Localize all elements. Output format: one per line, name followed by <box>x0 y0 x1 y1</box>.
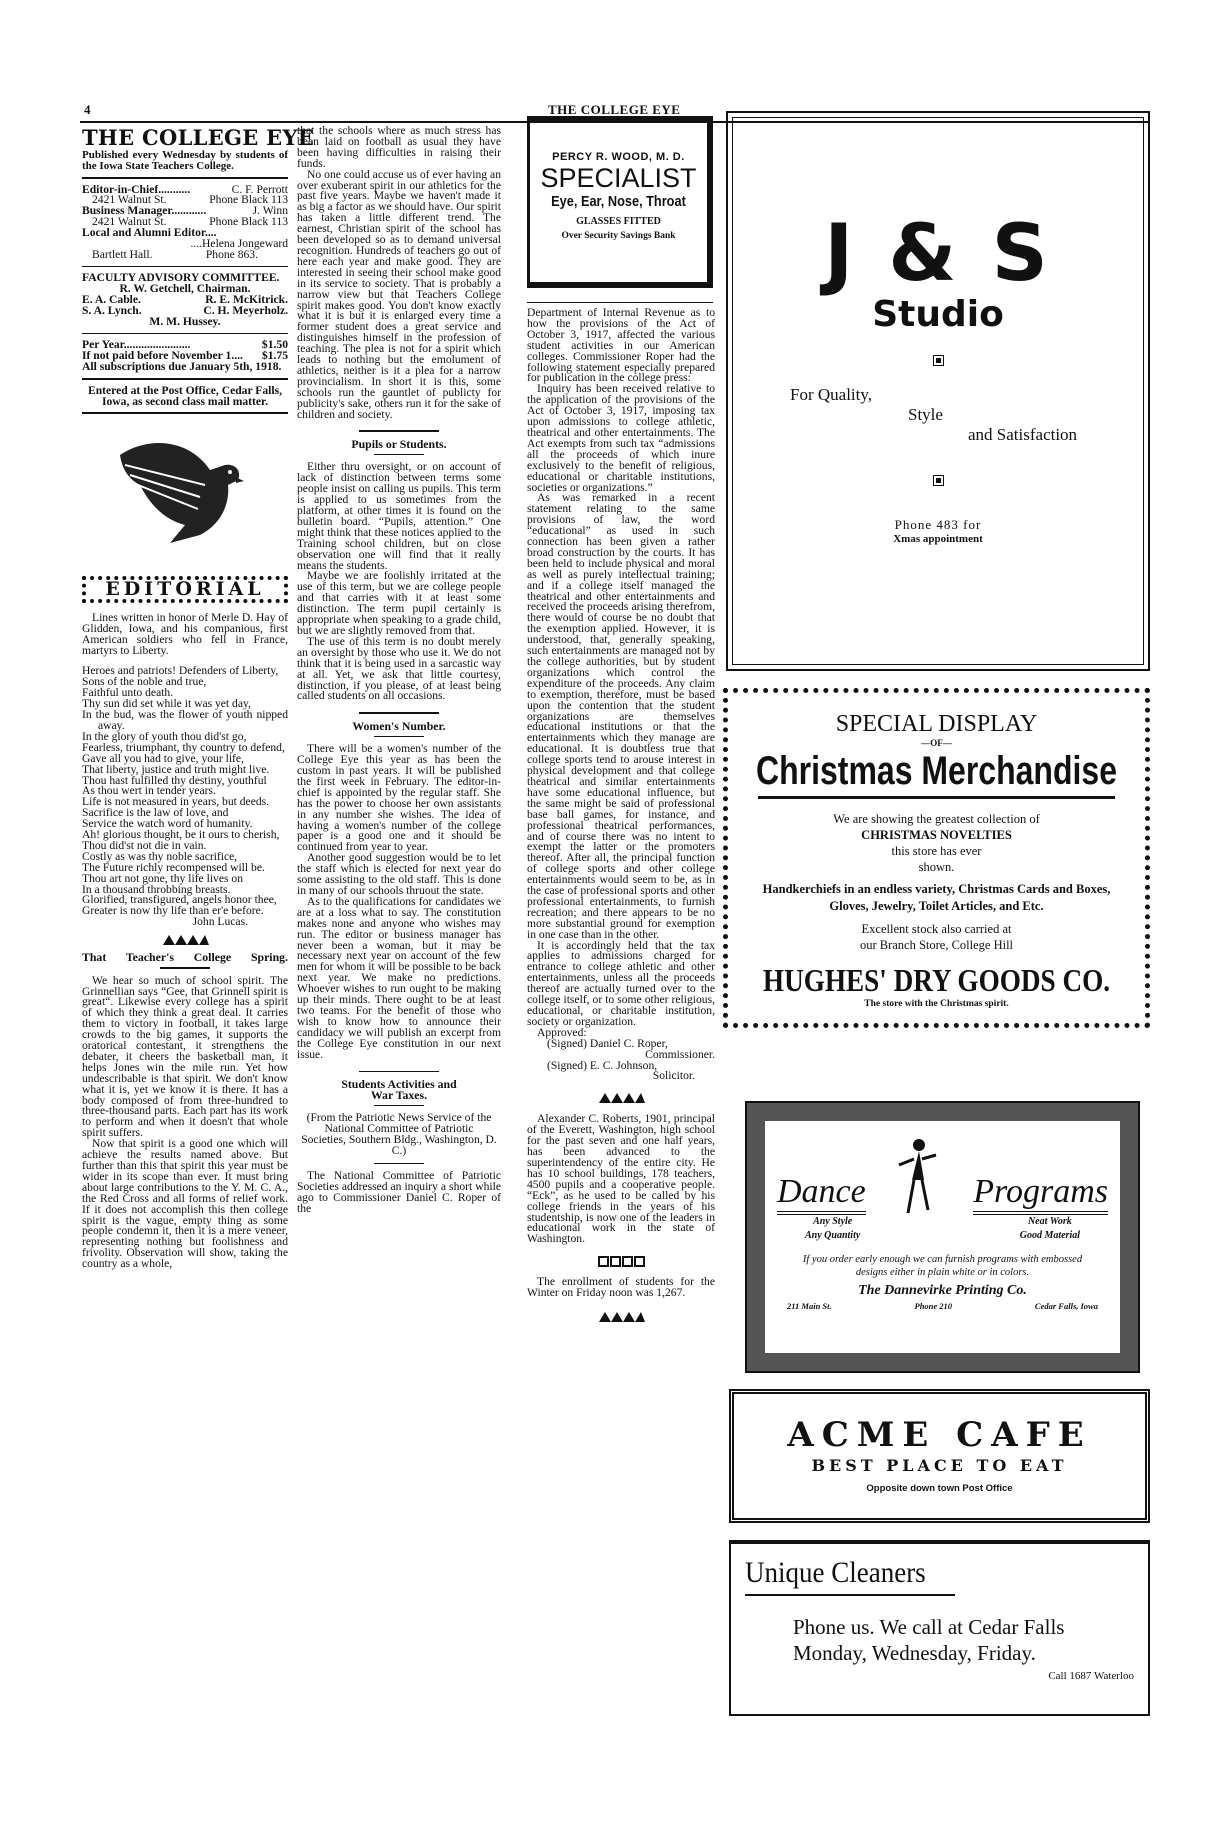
divider <box>359 430 439 432</box>
acme-tagline: BEST PLACE TO EAT <box>811 1456 1068 1475</box>
divider <box>359 712 439 714</box>
unique-ad <box>729 1540 1150 1716</box>
tree-ornament <box>527 1092 715 1104</box>
divider <box>82 378 288 380</box>
divider <box>82 333 288 335</box>
acme-name: ACME CAFE <box>787 1415 1092 1455</box>
dance-body: If you order early enough we can furnish programs with embossed designs either in plain white or in colors. <box>802 1254 1083 1278</box>
price-value: $1.50 <box>261 338 288 352</box>
committee-member: E. A. Cable. <box>82 293 141 307</box>
programs-word: Programs <box>973 1173 1108 1215</box>
tree-ornament <box>82 934 288 946</box>
dance-feature: Good Material <box>1019 1230 1080 1241</box>
paragraph: Department of Internal Revenue as to how the provisions of the Act of October 3, 1917, affected the various student activities in our American colleges. Commissioner Roper had the following statement especially prepared for publication in the college press: <box>527 306 715 385</box>
company-address: 211 Main St. <box>787 1301 832 1311</box>
studio-line: For Quality, <box>790 385 873 404</box>
wood-ad <box>527 116 713 288</box>
studio-phone: Phone 483 for <box>894 517 982 532</box>
dance-feature: Any Style <box>813 1216 853 1227</box>
divider <box>745 1594 955 1596</box>
column-1 <box>82 125 315 1271</box>
eagle-illustration <box>82 420 288 560</box>
poem-line: Gave all you had to give, your life, <box>82 751 244 765</box>
hughes-slogan: The store with the Christmas spirit. <box>864 999 1009 1009</box>
paragraph: The National Committee of Patriotic Societies addressed an inquiry a short while ago to Commissioner Daniel C. Roper of the <box>297 1169 501 1216</box>
war-taxes-heading-2: War Taxes. <box>370 1087 428 1102</box>
editorial-intro: Lines written in honor of Merle D. Hay of Glidden, Iowa, and his companious, first American soldiers who fell in France, martyrs to Liberty. <box>82 610 288 657</box>
paragraph: We hear so much of school spirit. The Grinnellian says “Gee, that Grinnell spirit is great“. Likewise every college has a spirit of which they think a great deal. It carries them to victory in football, it takes large crowds to the big games, it supports the oratorical contestant, it strengthens the debater, it cheers the basketball man, it helps Jones win the mile run. Yet how undescribable is that spirit. We don't know what it is, yet we know it is there. It has a body composed of from three-hundred to three-thousand parts. Each part has its work to perform and when it doesn't that whole spirit suffers. <box>82 973 288 1140</box>
poem-line: Thy sun did set while it was yet day, <box>82 697 251 711</box>
paragraph: There will be a women's number of the College Eye this year as has been the custom in past years. It will be published the first week in February. The editor-in-chief is appointed by the regular staff. She has the power to choose her own assistants in any number she wishes. The idea of having a women's number of the college paper is a good one and it should be continued from year to year. <box>297 742 501 854</box>
war-taxes-source: (From the Patriotic News Service of the National Committee of Patriotic Societies, Southern Bldg., Washington, D. C.) <box>301 1111 497 1158</box>
column-3 <box>527 308 715 1335</box>
staff-address: 2421 Walnut St. <box>92 193 167 207</box>
war-taxes-part2 <box>527 308 715 1028</box>
running-head-title: THE COLLEGE EYE <box>548 102 681 117</box>
paragraph: It is accordingly held that the tax applies to admissions charged for entrance to college athletic and other entertainments, unless all the proceeds thereof are actually turned over to the college itself, or to some other religious, educational, or charitable institution, society or organization. <box>527 938 715 1028</box>
printing-company: The Dannevirke Printing Co. <box>858 1283 1027 1298</box>
company-phone: Phone 210 <box>914 1301 953 1311</box>
faculty-committee <box>82 273 288 328</box>
divider <box>160 967 210 969</box>
poem-line: In the bud, was the flower of youth nipped away. <box>82 708 288 732</box>
poem-line: Life is not measured in years, but deeds. <box>82 795 270 809</box>
spring-heading: That Teacher's College Spring. <box>82 950 288 965</box>
paragraph: Maybe we are foolishly irritated at the use of this term, but we are college people and that carries with it at least some distinction. The term pupil certainly is appropriate when speaking to a grade child, but we are slightly removed from that. <box>297 569 501 637</box>
staff-role: Local and Alumni Editor.... <box>82 226 217 240</box>
committee-member: R. E. McKitrick. <box>205 293 288 307</box>
signature-2: (Signed) E. C. Johnson, <box>547 1058 658 1072</box>
acme-ad <box>729 1389 1150 1523</box>
signature-2-title: Solicitor. <box>652 1069 695 1083</box>
masthead-subtitle: Published every Wednesday by students of the Iowa State Teachers College. <box>82 149 288 172</box>
paragraph: Now that spirit is a good one which will achieve the results named above. But further than this that spirit this year must be wider in its scope than ever. It must bring about large contributions to the Y. M. C. A., the Red Cross and all forms of relief work. If it does not accomplish this then college spirit is the vague, empty thing as some people condemn it, then it is a mere veneer, representing nothing but foolishness and frivolity. Observation will show, taking the country as a whole, <box>82 1137 288 1271</box>
poem-line: In the glory of youth thou did'st go, <box>82 729 247 743</box>
divider <box>82 266 288 268</box>
column-2 <box>297 126 501 1215</box>
location: Over Security Savings Bank <box>561 231 676 241</box>
poem-author: John Lucas. <box>192 915 248 929</box>
womens-heading: Women's Number. <box>352 718 446 733</box>
dance-feature: Any Quantity <box>805 1230 861 1241</box>
paragraph: As was remarked in a recent statement relating to the same provisions of law, the word “educational” as used in such connection has been given a rather broad construction by the courts. It has been held to include physical and moral as well as purely intellectual training; and if a college itself managed the theatrical and other entertainments and received the proceeds arising therefrom, there would of course be no doubt that the exemption applied. However, it is understood, that, generally speaking, such entertainments are managed not by the college authorities, but by student organizations which control the expenditure of the proceeds. Any claim to exemption, therefore, must be based upon the contention that the student organizations are themselves educational institutions or that the entertainments which they manage are educational. It is doubtless true that college sports tend to arouse interest in physical development and that college theatrical and similar entertainments have some educational influence, but the same might be said of professional base ball games, for instance, and professional theatrical performances, and of course there was no intent to exempt the latter or the promoters thereof. After all, the principal function of college sports and other college entertainments would seem to be, as in the case of professional sports and other professional entertainments, to furnish recreation; and there appears to be no more substantial ground for exemption in one case than in the other. <box>527 491 715 941</box>
price-value: $1.75 <box>261 349 288 363</box>
ad-text: Excellent stock also carried at <box>861 922 1012 936</box>
paragraph: The use of this term is no doubt merely an oversight by those who use it. We do not think that it is being used in a sarcastic way at all. Yet, we ask that little courtesy, distinction, if you please, of at least being called students on all occasions. <box>297 634 501 703</box>
poem-line: Sons of the noble and true, <box>82 675 207 689</box>
poem-line: As thou wert in tender years. <box>82 784 216 798</box>
postal-entry: Entered at the Post Office, Cedar Falls, Iowa, as second class mail matter. <box>87 383 283 408</box>
poem-line: That liberty, justice and truth might live. <box>82 762 270 776</box>
acme-location: Opposite down town Post Office <box>866 1483 1013 1494</box>
spring-article-part1 <box>82 973 288 1271</box>
poem-line: Thou art not gone, thy life lives on <box>82 871 243 885</box>
poem-line: Service the watch word of humanity. <box>82 817 253 831</box>
paragraph: No one could accuse us of ever having an over exuberant spirit in our athletics for the past five years. Maybe we haven't made it as big a factor as we should have. Our spirit has taken a little different trend. The earnest, Christian spirit of the school has been developed so as to demand universal recognition. Hundreds of teachers go out of here each year and make good. They are interested in seeing their school make good in its service to society. That is probably a narrow view but that Teachers College spirit makes good. You don't know exactly what it is but it is enlarged every time a former student does a great service and distinguishes himself in the profession of teaching. The plea is not for a spirit which leads to nothing but the emolument of athletics, neither is it a plea for a narrow provincialism. In short it is this, some schools run the gauntlet of publicty for publicity's sake, others run it for the sake of children and society. <box>297 167 501 421</box>
staff-address: Bartlett Hall. <box>92 247 153 261</box>
committee-chair: R. W. Getchell, Chairman. <box>119 282 251 296</box>
poem-line: Glorified, transfigured, angels honor thee, <box>82 893 277 907</box>
doctor-name: PERCY R. WOOD, M. D. <box>552 151 685 163</box>
ad-text: shown. <box>918 860 955 874</box>
studio-line: and Satisfaction <box>968 425 1078 444</box>
editorial-heading: EDITORIAL <box>82 576 288 603</box>
glasses-fitted: GLASSES FITTED <box>576 216 661 227</box>
womens-article <box>297 744 501 1060</box>
studio-brand: J & S <box>824 209 1052 299</box>
approved-label: Approved: <box>537 1025 587 1039</box>
specialist-title: SPECIALIST <box>540 163 697 193</box>
staff-phone: Phone Black 113 <box>209 193 288 207</box>
staff-phone: Phone 863. <box>205 247 258 261</box>
price-label: If not paid before November 1.... <box>82 349 243 363</box>
enrollment-item: The enrollment of students for the Winter on Friday noon was 1,267. <box>527 1275 715 1300</box>
ad-text: our Branch Store, College Hill <box>859 938 1014 952</box>
poem-line: Thou hast fulfilled thy destiny, youthful <box>82 773 267 787</box>
war-taxes-part1 <box>297 1171 501 1215</box>
poem <box>82 666 288 917</box>
paragraph: Either thru oversight, or on account of lack of distinction between terms some people insist on calling us pupils. This term is applied to us sometimes from the platform, at other times it is found on the bulletin board. “Pupils, attention.” One might think that these notices applied to the Training school children, but on close observation one will find that it really means the students. <box>297 460 501 572</box>
poem-line: Thou did'st not die in vain. <box>82 838 207 852</box>
ad-text: this store has ever <box>891 844 982 858</box>
committee-member: C. H. Meyerholz. <box>203 304 288 318</box>
unique-line: Phone us. We call at Cedar Falls <box>793 1615 1065 1639</box>
unique-name: Unique Cleaners <box>745 1556 926 1589</box>
divider <box>374 1105 424 1107</box>
pupils-article <box>297 462 501 702</box>
paragraph: Another good suggestion would be to let the staff which is elected for next year do some assisting to the old staff. This is done in many of our schools thruout the state. <box>297 851 501 897</box>
poem-line: Sacrifice is the law of love, and <box>82 806 229 820</box>
poem-line: Heroes and patriots! Defenders of Liberty, <box>82 664 279 678</box>
divider <box>758 796 1115 799</box>
ad-text: We are showing the greatest collection of <box>833 812 1040 826</box>
committee-title: FACULTY ADVISORY COMMITTEE. <box>82 271 280 285</box>
divider <box>374 736 424 738</box>
poem-line: Costly as was thy noble sacrifice, <box>82 849 238 863</box>
masthead-title: THE COLLEGE EYE <box>82 125 315 150</box>
divider <box>374 1163 424 1165</box>
studio-appointment: Xmas appointment <box>893 533 983 545</box>
signature-1-title: Commissioner. <box>645 1047 715 1061</box>
unique-phone: Call 1687 Waterloo <box>1048 1670 1134 1682</box>
square-ornament-icon <box>933 475 944 486</box>
special-display: SPECIAL DISPLAY <box>835 711 1038 737</box>
staff-name: C. F. Perrott <box>231 182 288 196</box>
poem-line: Fearless, triumphant, thy country to defend, <box>82 740 285 754</box>
christmas-headline: Christmas Merchandise <box>755 749 1118 793</box>
dancer-icon <box>894 1135 944 1215</box>
paragraph: As to the qualifications for candidates we are at a loss what to say. The constitution makes none and anyone who wishes may run. The editor or business manager has never been a woman, but it may be necessary next year on account of the few men for whom it will be possible to be back next year. We make no predictions. Whoever wishes to run ought to be making up their minds. There ought to be at least two teams. For the benefit of those who wish to know how to announce their candidacy we will publish an excerpt from the College Eye constitution in our next issue. <box>297 894 501 1061</box>
divider <box>374 454 424 456</box>
dance-ad <box>747 1103 1138 1371</box>
staff-name: J. Winn <box>252 204 288 218</box>
divider <box>359 1071 439 1073</box>
divider <box>82 412 288 414</box>
divider <box>527 302 713 303</box>
poem-line: The Future richly recompensed will be. <box>82 860 265 874</box>
war-taxes-heading: Students Activities and <box>341 1077 457 1091</box>
hughes-company: HUGHES' DRY GOODS CO. <box>762 962 1111 998</box>
page-number: 4 <box>84 102 91 117</box>
square-ornament-icon <box>933 355 944 366</box>
specialty: Eye, Ear, Nose, Throat <box>551 193 686 210</box>
dance-feature: Neat Work <box>1027 1216 1072 1227</box>
ad-text: CHRISTMAS NOVELTIES <box>861 828 1012 842</box>
paragraph: Inquiry has been received relative to the application of the provisions of the Act of October 3, 1917, imposing tax upon admissions to college athletic, theatrical and other entertainments. The Act exempts from such tax “admissions all the proceeds of which inure exclusively to the benefit of religious, educational or charitable institutions, societies or organizations.” <box>527 382 715 494</box>
company-city: Cedar Falls, Iowa <box>1034 1301 1098 1311</box>
roberts-item: Alexander C. Roberts, 1901, principal of the Everett, Washington, high school for the past seven and one half years, has been advanced to the superintendency of the entire city. He has 10 school buildings, 178 teachers, 4500 pupils and a cooperative people. “Eck”, as he used to be called by his college friends in the years of his studentship, is now one of the leaders in educational work in the state of Washington. <box>527 1112 715 1246</box>
pupils-heading: Pupils or Students. <box>351 436 447 451</box>
committee-member: S. A. Lynch. <box>82 304 142 318</box>
hughes-ad <box>723 688 1150 1028</box>
staff-address: 2421 Walnut St. <box>92 215 167 229</box>
ornament <box>527 1255 715 1267</box>
price-label: Per Year....................... <box>82 338 191 352</box>
studio-ad <box>726 111 1150 671</box>
staff-role: Business Manager............ <box>82 204 207 218</box>
staff-list <box>82 182 288 261</box>
poem-line: Faithful unto death. <box>82 686 174 700</box>
poem-line: In a thousand throbbing breasts. <box>82 882 231 896</box>
subscriptions-due: All subscriptions due January 5th, 1918. <box>82 360 282 374</box>
poem-line: Ah! glorious thought, be it ours to cherish, <box>82 828 280 842</box>
subscription-info <box>82 340 288 373</box>
staff-name: ....Helena Jongeward <box>190 237 288 251</box>
unique-line: Monday, Wednesday, Friday. <box>793 1641 1036 1665</box>
dance-word: Dance <box>777 1173 866 1215</box>
divider <box>82 177 288 179</box>
poem-line: Greater is now thy life than er'e before. <box>82 904 264 918</box>
staff-phone: Phone Black 113 <box>209 215 288 229</box>
committee-member: M. M. Hussey. <box>149 314 221 328</box>
studio-line: Style <box>908 405 943 424</box>
staff-role: Editor-in-Chief........... <box>82 182 191 196</box>
spring-article-part2 <box>297 126 501 420</box>
tree-ornament <box>527 1311 715 1323</box>
signature-1: (Signed) Daniel C. Roper, <box>547 1036 668 1050</box>
paragraph: that the schools where as much stress has been laid on football as usual they have been having difficulties in raising their funds. <box>297 124 501 170</box>
ad-text: Handkerchiefs in an endless variety, Christmas Cards and Boxes, Gloves, Jewelry, Toilet Articles, and Etc. <box>762 882 1111 913</box>
of-label: —OF— <box>921 738 952 748</box>
studio-name: Studio <box>872 294 1004 335</box>
